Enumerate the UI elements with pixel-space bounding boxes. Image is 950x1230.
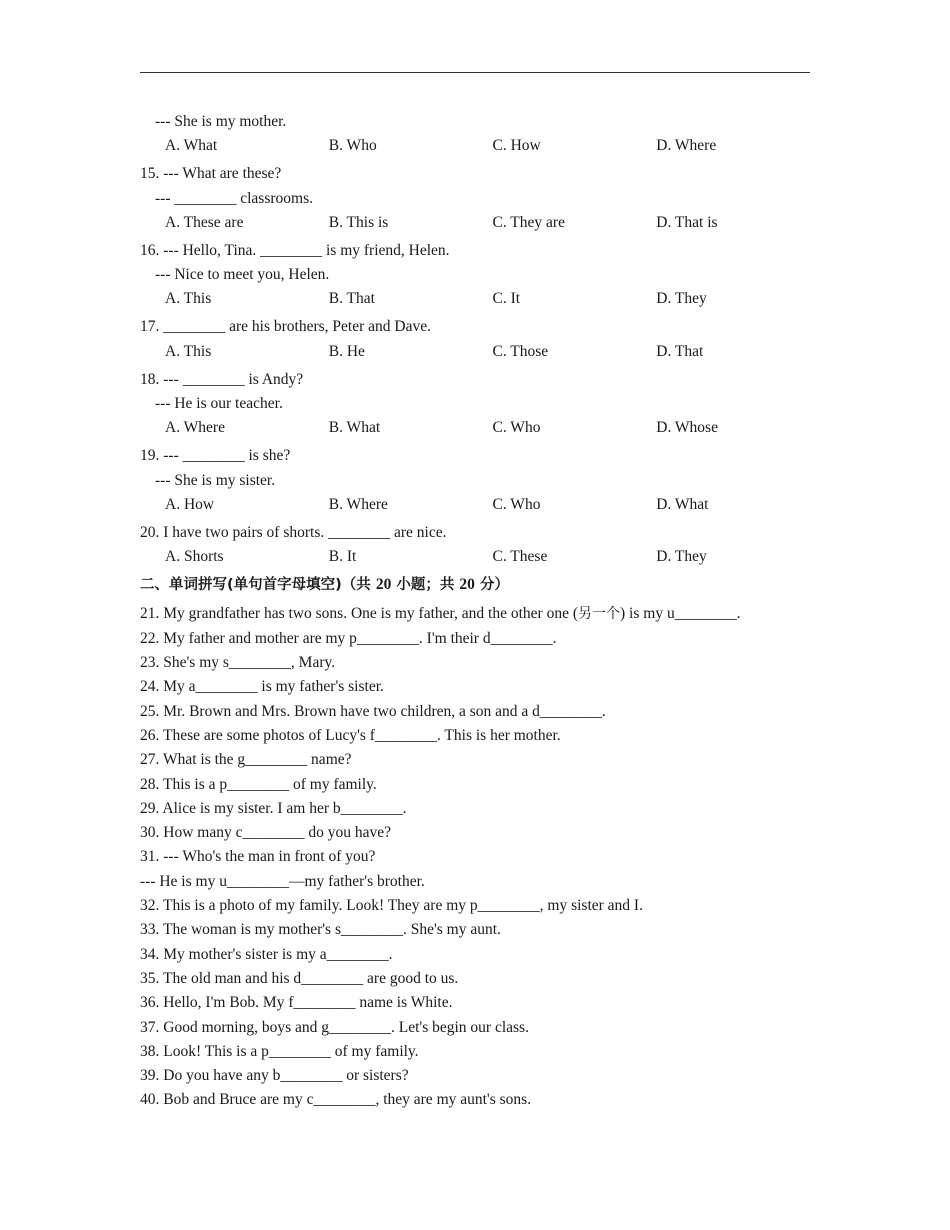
q14-option-c: C. How bbox=[492, 137, 541, 155]
q20-question: 20. I have two pairs of shorts. ________ are nice. bbox=[140, 523, 447, 541]
spelling-line-33: 33. The woman is my mother's s________. She's my aunt. bbox=[140, 921, 501, 939]
q18-question: 18. --- ________ is Andy? bbox=[140, 370, 304, 388]
q14-option-d: D. Where bbox=[656, 137, 717, 155]
q15-question: 15. --- What are these? bbox=[140, 165, 282, 183]
q19-option-a: A. How bbox=[165, 495, 215, 513]
spelling-line-38: 38. Look! This is a p________ of my family. bbox=[140, 1042, 419, 1060]
q19-option-d: D. What bbox=[656, 495, 709, 513]
q15-option-c: C. They are bbox=[492, 213, 565, 231]
q20-option-a: A. Shorts bbox=[165, 548, 224, 566]
q17-option-c: C. Those bbox=[492, 342, 549, 360]
q14-answer: --- She is my mother. bbox=[155, 113, 287, 130]
q16-options bbox=[140, 287, 820, 311]
q21-text-before: 21. My grandfather has two sons. One is my father, and the other one ( bbox=[140, 605, 579, 623]
q20-option-c: C. These bbox=[492, 548, 548, 566]
section-score: 20 bbox=[459, 576, 475, 594]
q19-option-c: C. Who bbox=[492, 495, 541, 513]
q19-answer: --- She is my sister. bbox=[155, 471, 276, 489]
worksheet-body bbox=[140, 110, 820, 1113]
q17-option-d: D. That bbox=[656, 342, 704, 360]
spelling-line-27: 27. What is the g________ name? bbox=[140, 751, 352, 769]
q16-option-b: B. That bbox=[328, 290, 375, 308]
q14-option-b: B. Who bbox=[328, 137, 377, 155]
spelling-line-39: 39. Do you have any b________ or sisters? bbox=[140, 1067, 409, 1085]
q18-answer: --- He is our teacher. bbox=[155, 395, 283, 413]
section-title-b: 小题；共 bbox=[391, 577, 460, 594]
q19-question: 19. --- ________ is she? bbox=[140, 447, 291, 465]
q15-option-b: B. This is bbox=[328, 213, 389, 231]
q15-answer: --- ________ classrooms. bbox=[155, 189, 313, 207]
section-title-c: 分） bbox=[474, 577, 509, 594]
spelling-line-28: 28. This is a p________ of my family. bbox=[140, 775, 377, 793]
q20-options bbox=[140, 545, 820, 569]
q17-option-a: A. This bbox=[165, 342, 212, 360]
spelling-line-22: 22. My father and mother are my p________. I'm their d________. bbox=[140, 629, 557, 647]
q21-line bbox=[140, 602, 820, 626]
q15-options bbox=[140, 211, 820, 235]
section-title-a: 二、单词拼写(单句首字母填空)（共 bbox=[140, 577, 376, 594]
spelling-line-34: 34. My mother's sister is my a________. bbox=[140, 945, 393, 963]
spelling-line-31: 31. --- Who's the man in front of you? bbox=[140, 848, 376, 866]
q20-option-d: D. They bbox=[656, 548, 707, 566]
q16-option-d: D. They bbox=[656, 290, 707, 308]
q18-option-d: D. Whose bbox=[656, 419, 718, 437]
q18-option-b: B. What bbox=[328, 419, 381, 437]
q14-options bbox=[140, 134, 820, 158]
q15-option-d: D. That is bbox=[656, 213, 718, 231]
q17-question: 17. ________ are his brothers, Peter and Dave. bbox=[140, 318, 431, 336]
q19-options bbox=[140, 493, 820, 517]
q18-option-a: A. Where bbox=[165, 419, 225, 437]
q18-option-c: C. Who bbox=[492, 419, 541, 437]
q16-option-c: C. It bbox=[492, 290, 521, 308]
q17-option-b: B. He bbox=[328, 342, 365, 360]
spelling-line-24: 24. My a________ is my father's sister. bbox=[140, 678, 384, 696]
q20-option-b: B. It bbox=[328, 548, 357, 566]
q16-answer: --- Nice to meet you, Helen. bbox=[155, 266, 330, 284]
q15-option-a: A. These are bbox=[165, 213, 244, 231]
spelling-line-36: 36. Hello, I'm Bob. My f________ name is White. bbox=[140, 994, 453, 1012]
q16-question: 16. --- Hello, Tina. ________ is my friend, Helen. bbox=[140, 241, 450, 259]
spelling-line-23: 23. She's my s________, Mary. bbox=[140, 654, 336, 672]
section-heading bbox=[140, 573, 820, 597]
section-question-count: 20 bbox=[375, 576, 392, 594]
q16-option-a: A. This bbox=[165, 290, 212, 308]
q19-option-b: B. Where bbox=[328, 495, 388, 513]
q17-options bbox=[140, 340, 820, 364]
spelling-line-31-answer: --- He is my u________—my father's brother. bbox=[140, 872, 425, 890]
spelling-line-29: 29. Alice is my sister. I am her b________. bbox=[140, 799, 407, 817]
spelling-line-37: 37. Good morning, boys and g________. Let's begin our class. bbox=[140, 1018, 529, 1036]
spelling-line-40: 40. Bob and Bruce are my c________, they are my aunt's sons. bbox=[140, 1091, 532, 1109]
q18-options bbox=[140, 416, 820, 440]
spelling-line-25: 25. Mr. Brown and Mrs. Brown have two children, a son and a d________. bbox=[140, 702, 606, 720]
header-rule bbox=[140, 72, 810, 73]
spelling-line-30: 30. How many c________ do you have? bbox=[140, 824, 391, 842]
spelling-line-35: 35. The old man and his d________ are good to us. bbox=[140, 969, 459, 987]
q21-chinese-note: 另一个 bbox=[578, 606, 621, 623]
spelling-line-32: 32. This is a photo of my family. Look! They are my p________, my sister and I. bbox=[140, 897, 643, 915]
spelling-line-26: 26. These are some photos of Lucy's f________. This is her mother. bbox=[140, 726, 561, 744]
q14-option-a: A. What bbox=[165, 137, 218, 155]
q21-text-after: ) is my u________. bbox=[620, 605, 741, 623]
